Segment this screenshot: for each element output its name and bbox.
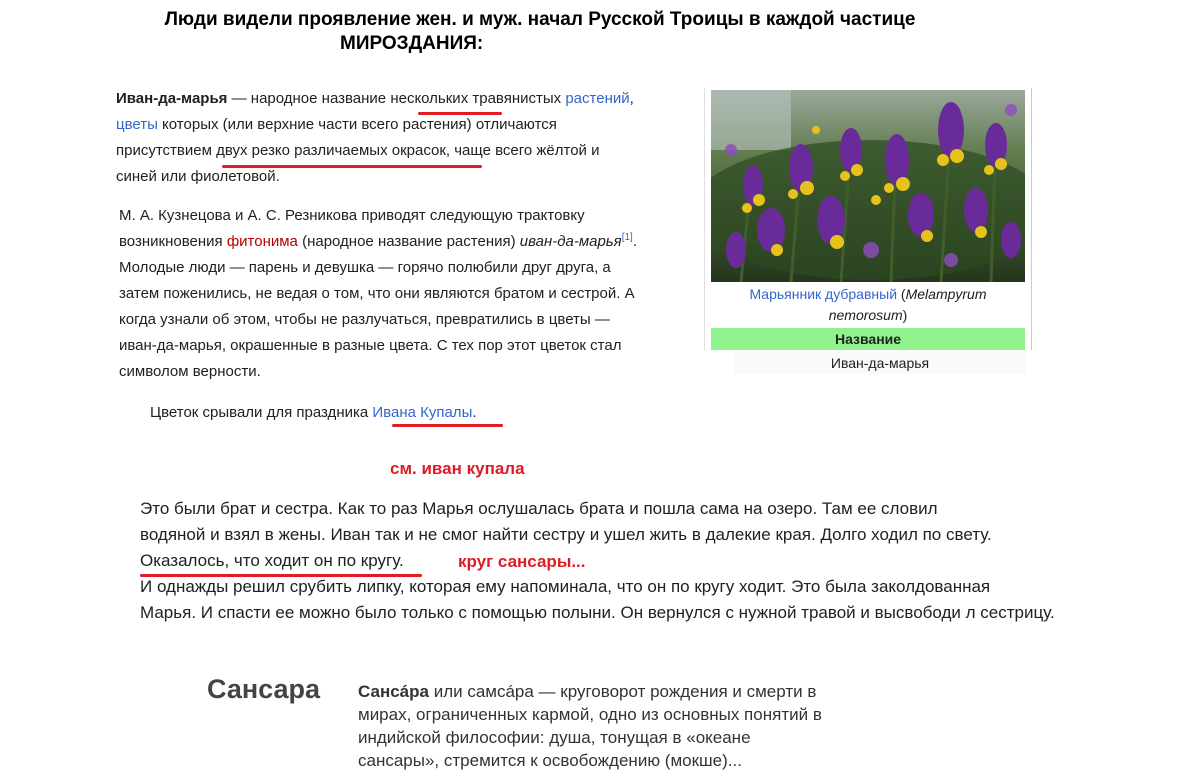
paragraph-kupala: Цветок срывали для праздника Ивана Купалы. [150,404,477,421]
infobox-border-left [704,88,705,350]
red-underline-neskolkih [418,112,502,115]
melampyrum-flowers-illustration [711,90,1025,282]
heading-line-1: Люди видели проявление жен. и муж. начал Русской Троицы в каждой частице [164,9,916,30]
infobox-name-value: Иван-да-марья [735,352,1025,374]
page-heading [0,8,1080,56]
red-underline-po-krugu [140,574,422,577]
link-tsvety[interactable]: цветы [116,116,158,133]
paragraph-treatment: М. А. Кузнецова и А. С. Резникова приводят следующую трактовку возникновения фитонима (народное название растения) иван-да-марья[1]. Молодые люди — парень и девушка — горячо полюбили друг друга, а затем поженились, не ведая о том, что они являются братом и сестрой. А когда узнали об этом, чтобы не разлучаться, превратились в цветы — иван-да-марья, окрашенные в разные цвета. С тех пор этот цветок стал символом верности. [119,207,637,380]
story-line-circle: Оказалось, что ходит он по кругу. [140,551,404,570]
note-krug-sansary: круг сансары... [458,552,586,571]
photo-caption: Марьянник дубравный (Melampyrum nemorosum) [749,286,987,323]
flower-photo [711,90,1025,282]
link-ivana-kupaly[interactable]: Ивана Купалы [372,404,473,421]
term-sansara: Сансáра [358,682,429,701]
term-ivan-da-marya: Иван-да-марья [116,90,228,107]
infobox-border-right [1031,88,1032,350]
samsara-heading: Сансара [207,674,321,704]
infobox-name-header: Название [711,328,1025,350]
word-neskolkih: нескольких [390,90,469,107]
note-see-ivan-kupala: см. иван купала [390,459,525,478]
heading-line-2: МИРОЗДАНИЯ: [340,33,484,54]
red-underline-dvuh-okrasok [222,165,482,168]
paragraph-ivan-da-marya: Иван-да-марья — народное название нескольких травянистых растений, цветы которых (или верхние части всего растения) отличаются присутствием двух резко различаемых окрасок, чаще всего жёлтой и синей или фиолетовой. [116,90,634,185]
footnote-ref[interactable]: [1] [621,232,633,243]
story-text: Это были брат и сестра. Как то раз Марья ослушалась брата и пошла сама на озеро. Там ее словил водяной и взял в жены. Иван так и не смог найти сестру и ушел жить в далекие края. Долго ходил по свету. Оказалось, что ходит он по кругу. И однажды решил срубить липку, которая ему напоминала, что он по кругу ходит. Это была заколдованная Марья. И спасти ее можно было только с помощью полыни. Он вернулся с нужной травой и высвободи л сестрицу. [140,496,1190,626]
link-rasteniy[interactable]: растений [565,90,630,107]
link-fitonima[interactable]: фитонима [226,233,298,250]
link-maryannik-dubravny[interactable]: Марьянник дубравный [749,286,898,302]
red-underline-kupaly [392,424,503,427]
samsara-definition: Сансáра или самсáра — круговорот рождения и смерти в мирах, ограниченных кармой, одно из основных понятий в индийской философии: душа, тонущая в «океане сансары», стремится к освобождению (мокше)... [358,682,822,770]
latin-name: Melampyrum nemorosum [828,286,987,323]
